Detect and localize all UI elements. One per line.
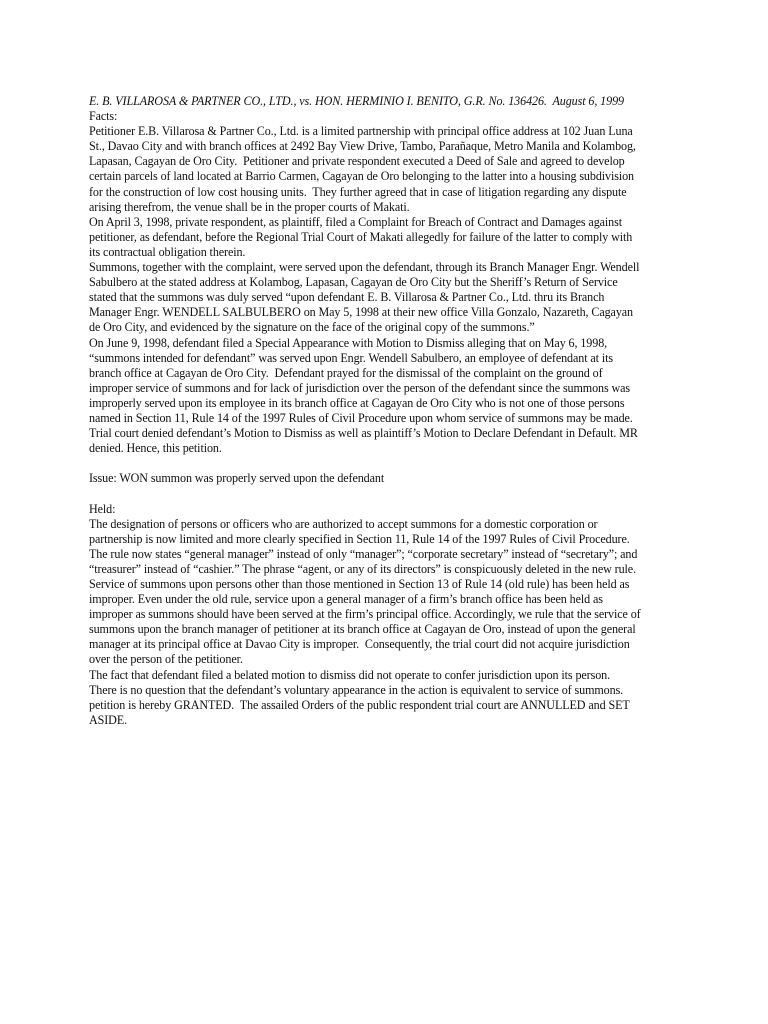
spacer [89,456,681,471]
held-line: ASIDE. [89,712,128,727]
facts-section [89,124,681,456]
facts-line: denied. Hence, this petition. [89,441,222,456]
facts-line: its contractual obligation therein. [89,244,246,259]
facts-line: Lapasan, Cagayan de Oro City. Petitioner and private respondent executed a Deed of Sale and agreed to develop [89,154,625,169]
facts-line: de Oro City, and evidenced by the signature on the face of the original copy of the summons.” [89,320,535,335]
held-heading: Held: [89,501,116,516]
held-line: improper as summons should have been served at the firm’s principal office. Accordingly, we rule that the service of [89,607,641,622]
facts-line: petitioner, as defendant, before the Regional Trial Court of Makati allegedly for failure of the latter to comply with [89,229,633,244]
facts-line: Manager Engr. WENDELL SALBULBERO on May 5, 1998 at their new office Villa Gonzalo, Nazareth, Cagayan [89,305,633,320]
facts-line: Summons, together with the complaint, were served upon the defendant, through its Branch Manager Engr. Wendell [89,260,640,275]
facts-line: certain parcels of land located at Barrio Carmen, Cagayan de Oro belonging to the latter into a housing subdivision [89,169,634,184]
facts-line: “summons intended for defendant” was served upon Engr. Wendell Sabulbero, an employee of defendant at its [89,350,613,365]
issue-line: Issue: WON summon was properly served upon the defendant [89,471,385,486]
facts-heading: Facts: [89,109,118,124]
case-title: E. B. VILLAROSA & PARTNER CO., LTD., vs. HON. HERMINIO I. BENITO, G.R. No. 136426. August 6, 1999 [89,94,624,108]
held-line: manager at its principal office at Davao City is improper. Consequently, the trial court did not acquire jurisdiction [89,637,630,652]
facts-line: On April 3, 1998, private respondent, as plaintiff, filed a Complaint for Breach of Contract and Damages against [89,214,622,229]
held-line: Service of summons upon persons other than those mentioned in Section 13 of Rule 14 (old rule) has been held as [89,577,630,591]
held-line: over the person of the petitioner. [89,652,243,667]
held-section [89,517,681,728]
facts-line: St., Davao City and with branch offices at 2492 Bay View Drive, Tambo, Parañaque, Metro Manila and Kolambog, [89,139,636,154]
held-line: partnership is now limited and more clearly specified in Section 11, Rule 14 of the 1997 Rules of Civil Procedure. [89,531,630,546]
facts-line: improper service of summons and for lack of jurisdiction over the person of the defendant since the summons was [89,380,631,395]
facts-line: named in Section 11, Rule 14 of the 1997 Rules of Civil Procedure upon whom service of summons may be made. [89,410,633,425]
document-page [89,94,681,728]
held-line: The designation of persons or officers who are authorized to accept summons for a domestic corporation or [89,516,598,531]
facts-line: Trial court denied defendant’s Motion to Dismiss as well as plaintiff’s Motion to Declare Defendant in Default. MR [89,426,638,441]
held-line: “treasurer” instead of “cashier.” The phrase “agent, or any of its directors” is conspicuously deleted in the new rule. [89,561,636,576]
held-line: There is no question that the defendant’s voluntary appearance in the action is equivalent to service of summons. [89,682,624,697]
held-line: petition is hereby GRANTED. The assailed Orders of the public respondent trial court are ANNULLED and SET [89,697,630,712]
facts-line: improperly served upon its employee in its branch office at Cagayan de Oro City who is not one of those persons [89,395,625,410]
facts-line: arising therefrom, the venue shall be in the proper courts of Makati. [89,199,410,214]
facts-line: branch office at Cagayan de Oro City. Defendant prayed for the dismissal of the complaint on the ground of [89,365,603,380]
facts-line: stated that the summons was duly served “upon defendant E. B. Villarosa & Partner Co., Ltd. thru its Branch [89,290,605,305]
held-line: summons upon the branch manager of petitioner at its branch office at Cagayan de Oro, instead of upon the general [89,622,636,637]
facts-line: Petitioner E.B. Villarosa & Partner Co., Ltd. is a limited partnership with principal office address at 102 Juan Luna [89,124,633,139]
spacer [89,486,681,501]
facts-line: for the construction of low cost housing units. They further agreed that in case of litigation regarding any dispute [89,184,627,199]
held-line: The rule now states “general manager” instead of only “manager”; “corporate secretary” instead of “secretary”; and [89,546,638,561]
facts-line: Sabulbero at the stated address at Kolambog, Lapasan, Cagayan de Oro City but the Sheriff’s Return of Service [89,275,618,290]
held-line: improper. Even under the old rule, service upon a general manager of a firm’s branch office has been held as [89,592,603,607]
held-line: The fact that defendant filed a belated motion to dismiss did not operate to confer jurisdiction upon its person. [89,667,611,682]
facts-line: On June 9, 1998, defendant filed a Special Appearance with Motion to Dismiss alleging that on May 6, 1998, [89,335,608,350]
